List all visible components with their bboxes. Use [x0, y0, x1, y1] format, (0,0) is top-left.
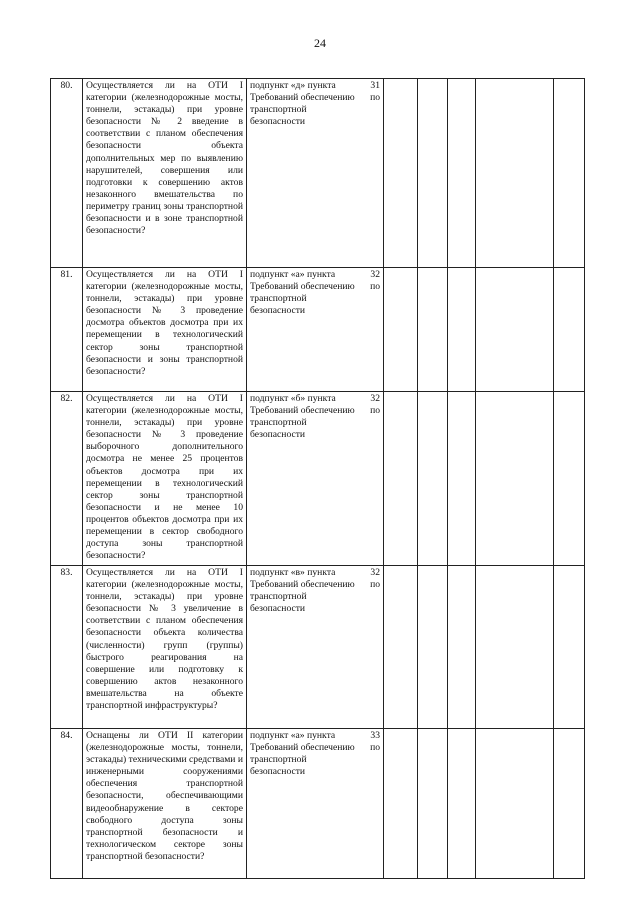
reference-po: по: [370, 579, 380, 591]
empty-cell: [476, 566, 554, 729]
empty-cell: [384, 566, 418, 729]
reference-text: подпункт «а» пункта Требований обеспечению транспортной безопасности: [250, 730, 355, 778]
reference-cell: [247, 566, 384, 729]
reference-cell: [247, 268, 384, 392]
empty-cell: [448, 392, 476, 566]
row-number: 81.: [51, 268, 83, 392]
empty-cell: [418, 79, 448, 268]
row-number: 83.: [51, 566, 83, 729]
reference-text: подпункт «д» пункта Требований обеспечению транспортной безопасности: [250, 80, 355, 128]
question-text: Оснащены ли ОТИ II категории (железнодорожные мосты, тоннели, эстакады) техническими средствами и инженерными сооружениями обеспечения транспортной безопасности, обеспечивающими видеообнаружение в секторе свободного доступа зоны транспортной безопасности и технологическом секторе зоны транспортной безопасности?: [83, 729, 247, 879]
reference-point: [364, 269, 380, 293]
reference-point-number: 33: [370, 730, 380, 741]
reference-point-number: 32: [370, 567, 380, 578]
reference-point: [364, 567, 380, 591]
reference-point-number: 31: [370, 80, 380, 91]
reference-po: по: [370, 742, 380, 754]
empty-cell: [554, 566, 585, 729]
empty-cell: [418, 268, 448, 392]
empty-cell: [476, 268, 554, 392]
reference-point: [364, 393, 380, 417]
table-row: [51, 268, 585, 392]
reference-po: по: [370, 92, 380, 104]
empty-cell: [384, 79, 418, 268]
empty-cell: [384, 392, 418, 566]
empty-cell: [554, 79, 585, 268]
empty-cell: [418, 566, 448, 729]
reference-point-number: 32: [370, 393, 380, 404]
table-row: [51, 729, 585, 879]
reference-text: подпункт «б» пункта Требований обеспечению транспортной безопасности: [250, 393, 355, 441]
empty-cell: [476, 79, 554, 268]
question-text: Осуществляется ли на ОТИ I категории (железнодорожные мосты, тоннели, эстакады) при уровне безопасности № 3 проведение досмотра объектов досмотра при их перемещении в технологический сектор зоны транспортной безопасности и зоны транспортной безопасности?: [83, 268, 247, 392]
empty-cell: [418, 392, 448, 566]
empty-cell: [554, 392, 585, 566]
row-number: 82.: [51, 392, 83, 566]
reference-text: подпункт «а» пункта Требований обеспечению транспортной безопасности: [250, 269, 355, 317]
table-row: [51, 566, 585, 729]
page-number: 24: [314, 36, 326, 50]
reference-po: по: [370, 281, 380, 293]
reference-po: по: [370, 405, 380, 417]
reference-cell: [247, 392, 384, 566]
question-text: Осуществляется ли на ОТИ I категории (железнодорожные мосты, тоннели, эстакады) при уровне безопасности № 3 увеличение в соответствии с планом обеспечения безопасности объекта количества (численности) групп (группы) быстрого реагирования на совершение или подготовку к совершению актов незаконного вмешательства на объекте транспортной инфраструктуры?: [83, 566, 247, 729]
checklist-table: [50, 78, 585, 879]
table-row: [51, 79, 585, 268]
empty-cell: [418, 729, 448, 879]
empty-cell: [476, 729, 554, 879]
empty-cell: [448, 79, 476, 268]
empty-cell: [448, 729, 476, 879]
empty-cell: [554, 268, 585, 392]
question-text: Осуществляется ли на ОТИ I категории (железнодорожные мосты, тоннели, эстакады) при уровне безопасности № 2 введение в соответствии с планом обеспечения безопасности объекта дополнительных мер по выявлению нарушителей, совершения или подготовки к совершению актов незаконного вмешательства по периметру границ зоны транспортной безопасности и в зоне транспортной безопасности?: [83, 79, 247, 268]
empty-cell: [384, 268, 418, 392]
table-row: [51, 392, 585, 566]
reference-text: подпункт «в» пункта Требований обеспечению транспортной безопасности: [250, 567, 355, 615]
empty-cell: [384, 729, 418, 879]
empty-cell: [448, 566, 476, 729]
reference-point: [364, 730, 380, 754]
empty-cell: [448, 268, 476, 392]
row-number: 84.: [51, 729, 83, 879]
reference-cell: [247, 79, 384, 268]
reference-cell: [247, 729, 384, 879]
empty-cell: [554, 729, 585, 879]
reference-point-number: 32: [370, 269, 380, 280]
reference-point: [364, 80, 380, 104]
empty-cell: [476, 392, 554, 566]
row-number: 80.: [51, 79, 83, 268]
question-text: Осуществляется ли на ОТИ I категории (железнодорожные мосты, тоннели, эстакады) при уровне безопасности № 3 проведение выборочного дополнительного досмотра не менее 25 процентов объектов досмотра при их перемещении в технологический сектор зоны транспортной безопасности и не менее 10 процентов объектов досмотра при их перемещении в сектор свободного доступа зоны транспортной безопасности?: [83, 392, 247, 566]
